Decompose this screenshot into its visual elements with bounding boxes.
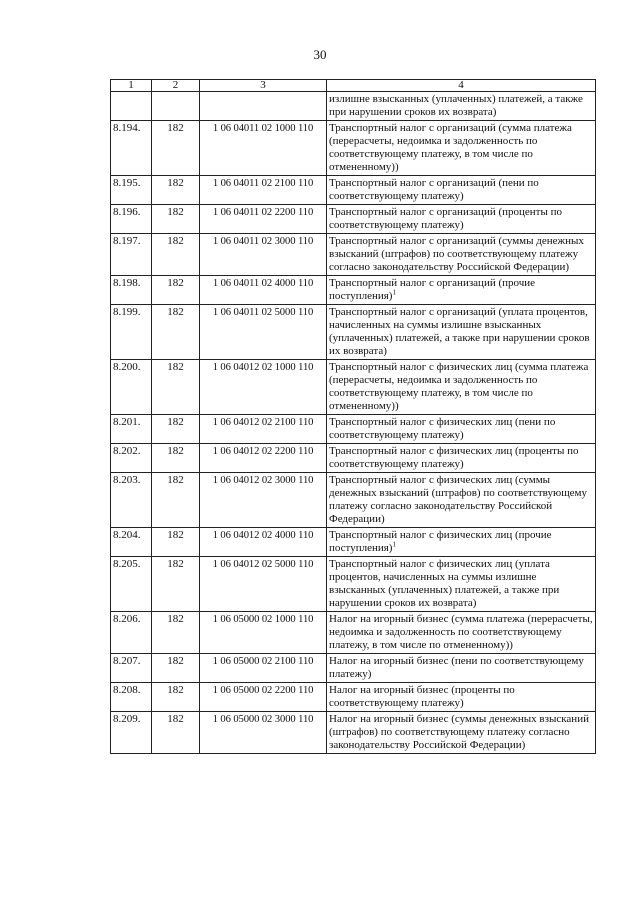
budget-classification-code: 1 06 04012 02 3000 110 [200,473,327,528]
table-row [111,276,596,305]
income-description: Налог на игорный бизнес (пени по соответствующему платежу) [327,654,596,683]
row-number: 8.203. [111,473,152,528]
budget-classification-code: 1 06 04011 02 4000 110 [200,276,327,305]
row-number: 8.199. [111,305,152,360]
table-row [111,612,596,654]
income-description: Налог на игорный бизнес (суммы денежных взысканий (штрафов) по соответствующему платежу согласно законодательству Российской Федерации) [327,712,596,754]
budget-codes-table [110,79,596,754]
admin-code: 182 [152,360,200,415]
table-row [111,234,596,276]
income-description: Налог на игорный бизнес (проценты по соответствующему платежу) [327,683,596,712]
table-row [111,528,596,557]
admin-code: 182 [152,276,200,305]
row-number: 8.198. [111,276,152,305]
admin-code: 182 [152,528,200,557]
income-description: Транспортный налог с физических лиц (пени по соответствующему платежу) [327,415,596,444]
budget-classification-code: 1 06 04011 02 3000 110 [200,234,327,276]
continuation-row [111,92,596,121]
footnote-marker: 1 [392,288,396,297]
income-description: Транспортный налог с организаций (уплата процентов, начисленных на суммы излишне взысканных (уплаченных) платежей, а также при нарушении сроков их возврата) [327,305,596,360]
admin-code: 182 [152,305,200,360]
admin-code: 182 [152,205,200,234]
budget-classification-code: 1 06 04012 02 1000 110 [200,360,327,415]
column-header-1: 1 [111,80,152,92]
budget-classification-code: 1 06 04011 02 5000 110 [200,305,327,360]
row-number: 8.195. [111,176,152,205]
admin-code: 182 [152,234,200,276]
column-header-4: 4 [327,80,596,92]
admin-code: 182 [152,415,200,444]
row-number: 8.202. [111,444,152,473]
budget-classification-code: 1 06 05000 02 2100 110 [200,654,327,683]
table-row [111,557,596,612]
column-header-3: 3 [200,80,327,92]
row-number: 8.208. [111,683,152,712]
table-row [111,205,596,234]
admin-code: 182 [152,612,200,654]
budget-classification-code: 1 06 05000 02 2200 110 [200,683,327,712]
table-row [111,415,596,444]
admin-code: 182 [152,683,200,712]
row-number: 8.196. [111,205,152,234]
admin-code: 182 [152,557,200,612]
table-row [111,712,596,754]
row-number: 8.209. [111,712,152,754]
row-number: 8.205. [111,557,152,612]
row-number: 8.207. [111,654,152,683]
income-description: Транспортный налог с организаций (суммы денежных взысканий (штрафов) по соответствующему платежу согласно законодательству Российской Федерации) [327,234,596,276]
table-row [111,654,596,683]
income-description: Транспортный налог с организаций (проценты по соответствующему платежу) [327,205,596,234]
continuation-text: излишне взысканных (уплаченных) платежей, а также при нарушении сроков их возврата) [327,92,596,121]
admin-code: 182 [152,176,200,205]
income-description: Транспортный налог с организаций (прочие поступления)$^1$ [327,276,596,305]
admin-code: 182 [152,654,200,683]
budget-classification-code: 1 06 04012 02 5000 110 [200,557,327,612]
budget-classification-code: 1 06 04012 02 2100 110 [200,415,327,444]
table-row [111,121,596,176]
table-header-row [111,80,596,92]
row-number: 8.197. [111,234,152,276]
admin-code: 182 [152,712,200,754]
income-description: Транспортный налог с организаций (пени по соответствующему платежу) [327,176,596,205]
budget-classification-code: 1 06 04011 02 2100 110 [200,176,327,205]
income-description: Транспортный налог с физических лиц (суммы денежных взысканий (штрафов) по соответствующему платежу согласно законодательству Российской Федерации) [327,473,596,528]
row-number: 8.206. [111,612,152,654]
footnote-marker: 1 [392,540,396,549]
table-row [111,176,596,205]
admin-code: 182 [152,444,200,473]
table-row [111,473,596,528]
budget-classification-code: 1 06 04011 02 1000 110 [200,121,327,176]
budget-classification-code: 1 06 04012 02 2200 110 [200,444,327,473]
income-description: Налог на игорный бизнес (сумма платежа (перерасчеты, недоимка и задолженность по соответствующему платежу, в том числе по отмененному)) [327,612,596,654]
budget-classification-code: 1 06 05000 02 3000 110 [200,712,327,754]
row-number: 8.200. [111,360,152,415]
table-row [111,683,596,712]
page-number: 30 [313,47,327,62]
row-number: 8.201. [111,415,152,444]
income-description: Транспортный налог с физических лиц (прочие поступления)$^1$ [327,528,596,557]
income-description: Транспортный налог с организаций (сумма платежа (перерасчеты, недоимка и задолженность по соответствующему платежу, в том числе по отмененному)) [327,121,596,176]
column-header-2: 2 [152,80,200,92]
table-row [111,305,596,360]
budget-classification-code: 1 06 04011 02 2200 110 [200,205,327,234]
budget-classification-code: 1 06 05000 02 1000 110 [200,612,327,654]
admin-code: 182 [152,473,200,528]
admin-code: 182 [152,121,200,176]
table-row [111,444,596,473]
table-row [111,360,596,415]
income-description: Транспортный налог с физических лиц (проценты по соответствующему платежу) [327,444,596,473]
income-description: Транспортный налог с физических лиц (уплата процентов, начисленных на суммы излишне взысканных (уплаченных) платежей, а также при нарушении сроков их возврата) [327,557,596,612]
row-number: 8.194. [111,121,152,176]
row-number: 8.204. [111,528,152,557]
income-description: Транспортный налог с физических лиц (сумма платежа (перерасчеты, недоимка и задолженность по соответствующему платежу, в том числе по отмененному)) [327,360,596,415]
budget-classification-code: 1 06 04012 02 4000 110 [200,528,327,557]
